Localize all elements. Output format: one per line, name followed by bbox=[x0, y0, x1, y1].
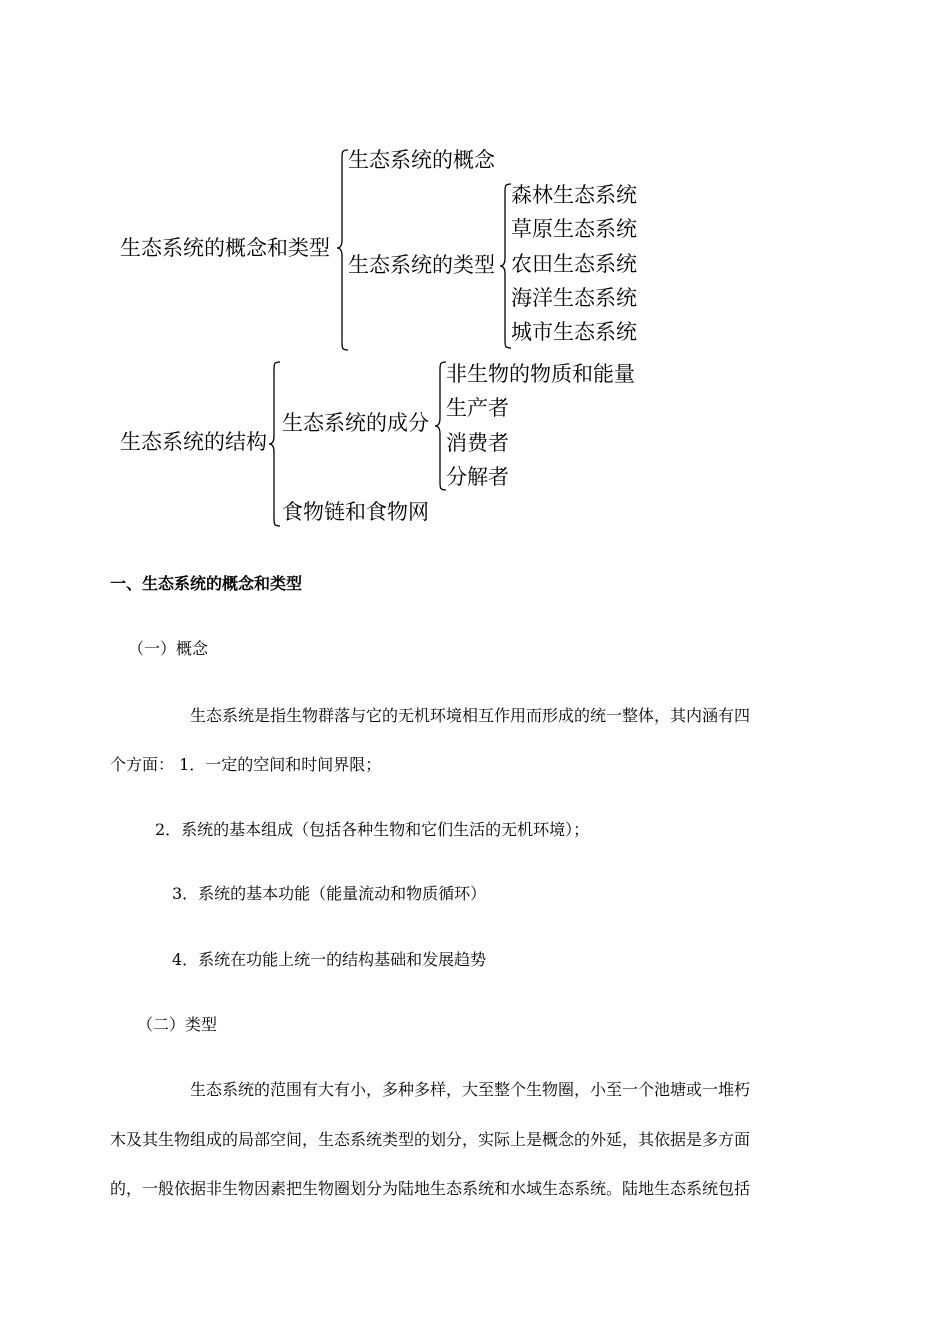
subsection-concept-heading: （一）概念 bbox=[128, 639, 209, 658]
diagram-types-node: 生态系统的类型 bbox=[348, 253, 495, 277]
concept-item-3: 3．系统的基本功能（能量流动和物质循环） bbox=[172, 884, 487, 903]
diagram-component-abiotic: 非生物的物质和能量 bbox=[446, 362, 635, 386]
subsection-types-heading: （二）类型 bbox=[137, 1015, 218, 1034]
concept-paragraph-line: 生态系统是指生物群落与它的无机环境相互作用而形成的统一整体，其内涵有四 bbox=[190, 706, 751, 725]
concept-item-2: 2．系统的基本组成（包括各种生物和它们生活的无机环境）； bbox=[155, 820, 590, 839]
concept-item-4: 4．系统在功能上统一的结构基础和发展趋势 bbox=[172, 950, 487, 969]
diagram-concept-node: 生态系统的概念 bbox=[348, 148, 495, 172]
brace-root1 bbox=[336, 148, 350, 352]
diagram-type-forest: 森林生态系统 bbox=[511, 183, 637, 207]
diagram-type-ocean: 海洋生态系统 bbox=[511, 286, 637, 310]
types-paragraph-line: 生态系统的范围有大有小，多种多样，大至整个生物圈，小至一个池塘或一堆朽 bbox=[190, 1080, 751, 1099]
diagram-type-grassland: 草原生态系统 bbox=[511, 217, 637, 241]
diagram-type-farmland: 农田生态系统 bbox=[511, 252, 637, 276]
diagram-type-city: 城市生态系统 bbox=[511, 320, 637, 344]
section-heading: 一、生态系统的概念和类型 bbox=[110, 574, 303, 593]
diagram-root-structure: 生态系统的结构 bbox=[120, 430, 267, 454]
diagram-components-node: 生态系统的成分 bbox=[282, 411, 429, 435]
diagram-component-producer: 生产者 bbox=[446, 396, 509, 420]
diagram-component-consumer: 消费者 bbox=[446, 431, 509, 455]
diagram-foodweb-node: 食物链和食物网 bbox=[282, 500, 429, 524]
brace-root2 bbox=[268, 360, 282, 528]
types-paragraph-line: 的，一般依据非生物因素把生物圈划分为陆地生态系统和水域生态系统。陆地生态系统包括 bbox=[110, 1179, 751, 1198]
types-paragraph-line: 木及其生物组成的局部空间，生态系统类型的划分，实际上是概念的外延，其依据是多方面 bbox=[110, 1130, 751, 1149]
diagram-root-concept-and-types: 生态系统的概念和类型 bbox=[120, 236, 330, 260]
diagram-component-decomposer: 分解者 bbox=[446, 465, 509, 489]
concept-paragraph-line: 个方面： 1．一定的空间和时间界限； bbox=[110, 755, 382, 774]
